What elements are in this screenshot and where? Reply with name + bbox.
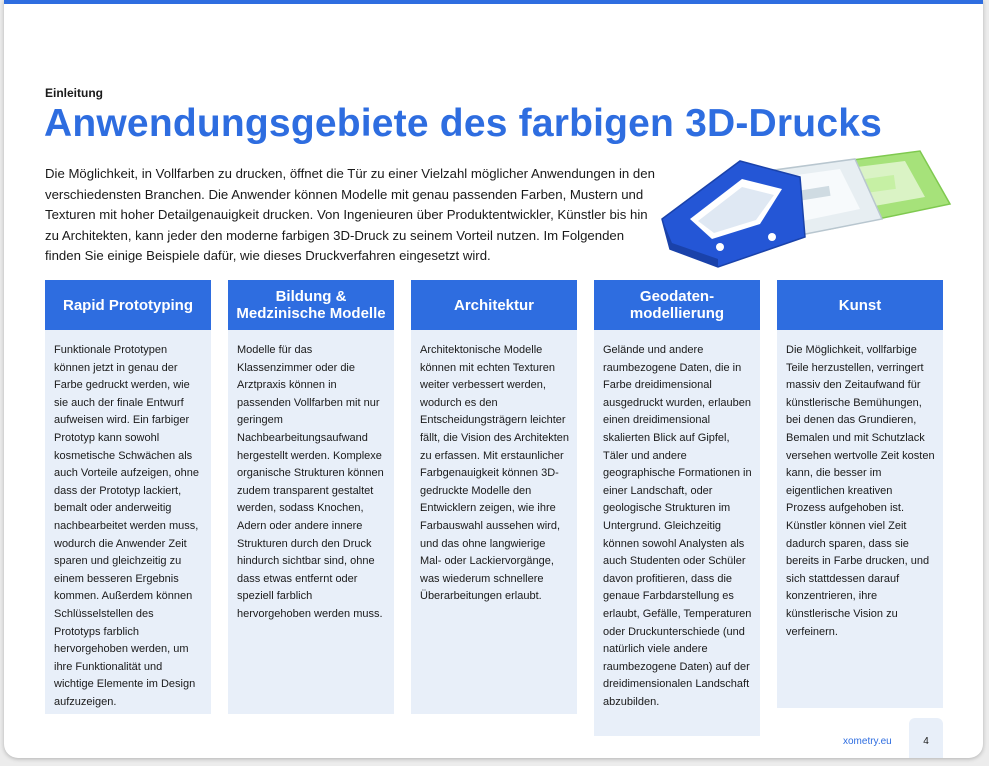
printed-frames-image <box>650 149 960 279</box>
section-label: Einleitung <box>45 86 103 100</box>
card-text: Die Möglichkeit, vollfarbige Teile herzustellen, verringert massiv den Zeitaufwand für künstlerische Bemühungen, bei denen das Grundieren, Bemalen und mit Schutzlack versehen wertvolle Zeit kosten kann, die besser im eigentlichen kreativen Prozess aufgehoben ist. Künstler können viel Zeit dadurch sparen, dass sie bereits in Farbe drucken, und sich stattdessen darauf konzentrieren, ihre künstlerische Vision zu verfeinern. <box>786 344 935 638</box>
card-title: Geodaten-modellierung <box>594 280 760 330</box>
card-rapid-prototyping <box>45 280 211 714</box>
website-link[interactable]: xometry.eu <box>843 736 892 747</box>
card-text: Gelände und andere raumbezogene Daten, die in Farbe dreidimensional ausgedruckt wurden, erlauben einen dreidimensional skalierten Blick auf Gipfel, Täler und andere geographische Formationen in einer Landschaft, oder geologische Strukturen im Untergrund. Gleichzeitig können sowohl Analysten als auch Studenten oder Schüler davon profitieren, dass die genaue Farbdarstellung es erlaubt, Gefälle, Temperaturen oder Druckunterschiede (und natürlich viele andere raumbezogene Daten) auf der dreidimensionalen Landschaft abzubilden. <box>603 344 752 708</box>
card-architektur <box>411 280 577 714</box>
card-title: Rapid Prototyping <box>45 280 211 330</box>
card-text: Funktionale Prototypen können jetzt in genau der Farbe gedruckt werden, wie sie auch der finale Entwurf aufweisen wird. Ein farbiger Prototyp kann sowohl kosmetische Schwächen als auch Vorteile aufzeigen, ohne dass der Prototyp lackiert, bemalt oder anderweitig nachbearbeitet werden muss, wodurch die Anwender Zeit sparen und gleichzeitig zu einem besseren Ergebnis kommen. Außerdem können Schlüsselstellen des Prototyps farblich hervorgehoben werden, um ihre Funktionalität und wichtige Elemente im Design aufzuzeigen. <box>54 344 199 708</box>
page-number-tab <box>909 718 943 758</box>
page-number: 4 <box>923 736 929 747</box>
intro-paragraph: Die Möglichkeit, in Vollfarben zu drucken, öffnet die Tür zu einer Vielzahl möglicher Anwendungen in den verschiedensten Branchen. Die Anwender können Modelle mit genau passenden Farben, Mustern und Texturen mit hoher Detailgenauigkeit drucken. Von Ingenieuren über Produktentwickler, Künstler bis hin zu Architekten, kann jeder den moderne farbigen 3D-Druck zu seinem Vorteil nutzen. Im Folgenden finden Sie einige Beispiele dafür, wie dieses Druckverfahren eingesetzt wird. <box>45 166 655 263</box>
page-title: Anwendungsgebiete des farbigen 3D-Drucks <box>44 102 882 145</box>
blue-frame-icon <box>662 161 805 267</box>
card-kunst <box>777 280 943 708</box>
card-text: Architektonische Modelle können mit echten Texturen weiter verbessert werden, wodurch es den Entscheidungsträgern leichter fällt, die Vision des Architekten zu erfassen. Mit erstaunlicher Farbgenauigkeit können 3D-gedruckte Modelle den Entwicklern zeigen, wie ihre Farbauswahl aussehen wird, und das ohne langwierige Mal- oder Lackiervorgänge, was wiederum schnellere Überarbeitungen erlaubt. <box>420 344 569 603</box>
card-title: Architektur <box>411 280 577 330</box>
card-title: Kunst <box>777 280 943 330</box>
card-text: Modelle für das Klassenzimmer oder die Arztpraxis können in passenden Vollfarben mit nur geringem Nachbearbeitungsaufwand hergestellt werden. Komplexe organische Strukturen können zudem transparent gestaltet werden, sodass Knochen, Adern oder andere innere Strukturen durch den Druck hindurch sichtbar sind, ohne dass etwas entfernt oder speziell farblich hervorgehoben werden muss. <box>237 344 384 620</box>
card-title: Bildung & Medzinische Modelle <box>228 280 394 330</box>
card-bildung <box>228 280 394 714</box>
document-page <box>4 0 983 758</box>
card-geodaten <box>594 280 760 736</box>
